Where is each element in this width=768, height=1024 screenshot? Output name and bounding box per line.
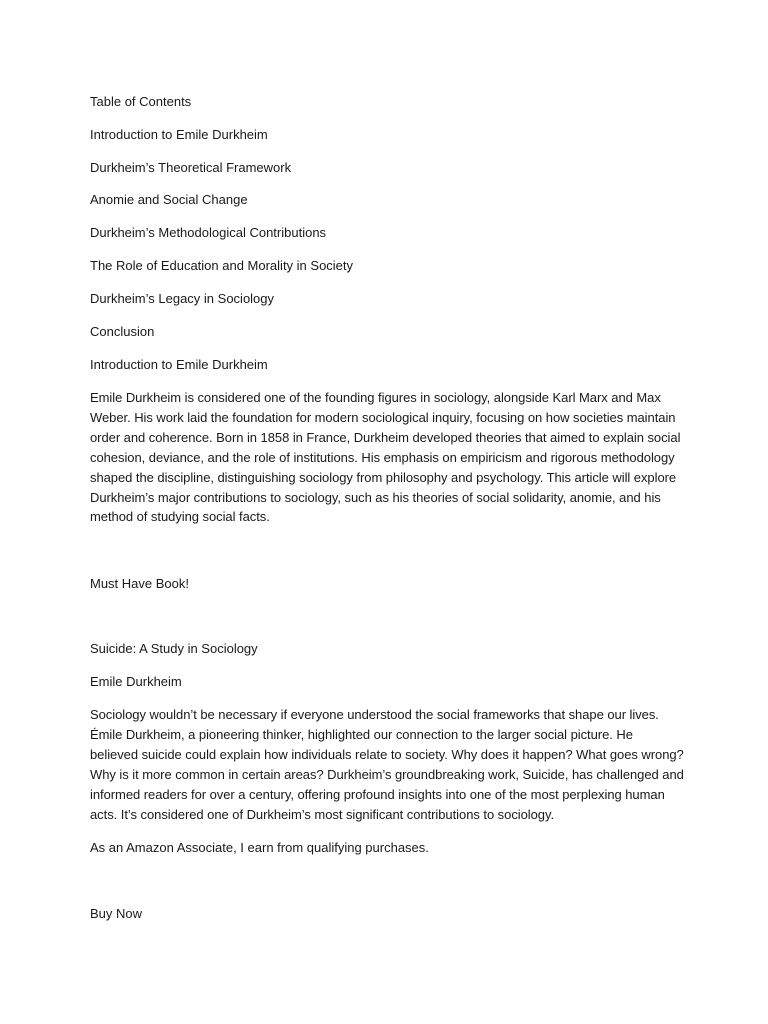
- intro-paragraph: [90, 388, 690, 527]
- section-heading-introduction: Introduction to Emile Durkheim: [90, 357, 268, 372]
- description-line: believed suicide could explain how individuals relate to society. Why does it happen? What goes wrong?: [90, 746, 684, 762]
- buy-now-link[interactable]: Buy Now: [90, 906, 143, 921]
- affiliate-disclosure: As an Amazon Associate, I earn from qualifying purchases.: [90, 840, 429, 855]
- toc-item-methodological[interactable]: Durkheim’s Methodological Contributions: [90, 225, 327, 240]
- toc-item-legacy[interactable]: Durkheim’s Legacy in Sociology: [90, 291, 275, 306]
- intro-line: cohesion, deviance, and the role of institutions. His emphasis on empiricism and rigorous methodology: [90, 449, 675, 465]
- toc-item-anomie[interactable]: Anomie and Social Change: [90, 192, 248, 207]
- intro-line: Weber. His work laid the foundation for modern sociological inquiry, focusing on how societies maintain: [90, 409, 676, 425]
- description-line: informed readers for over a century, offering profound insights into one of the most perplexing human: [90, 786, 665, 802]
- book-title: Suicide: A Study in Sociology: [90, 641, 258, 656]
- description-line: Émile Durkheim, a pioneering thinker, highlighted our connection to the larger social picture. He: [90, 726, 633, 742]
- description-line: Why is it more common in certain areas? Durkheim’s groundbreaking work, Suicide, has challenged and: [90, 766, 684, 782]
- toc-item-conclusion[interactable]: Conclusion: [90, 324, 155, 339]
- book-description: [90, 705, 690, 824]
- toc-heading: Table of Contents: [90, 94, 192, 109]
- intro-line: method of studying social facts.: [90, 509, 270, 525]
- intro-line: Emile Durkheim is considered one of the founding figures in sociology, alongside Karl Marx and Max: [90, 390, 661, 405]
- book-author: Emile Durkheim: [90, 674, 182, 689]
- promo-label: Must Have Book!: [90, 576, 189, 591]
- toc-item-education-morality[interactable]: The Role of Education and Morality in Society: [90, 258, 354, 273]
- intro-line: shaped the discipline, distinguishing sociology from philosophy and psychology. This article will explore: [90, 469, 677, 485]
- description-line: acts. It’s considered one of Durkheim’s most significant contributions to sociology.: [90, 806, 555, 822]
- toc-item-theoretical-framework[interactable]: Durkheim’s Theoretical Framework: [90, 160, 292, 175]
- intro-line: order and coherence. Born in 1858 in France, Durkheim developed theories that aimed to explain social: [90, 429, 681, 445]
- intro-line: Durkheim’s major contributions to sociology, such as his theories of social solidarity, anomie, and his: [90, 489, 661, 505]
- description-line: Sociology wouldn’t be necessary if everyone understood the social frameworks that shape our lives.: [90, 707, 659, 722]
- toc-item-introduction[interactable]: Introduction to Emile Durkheim: [90, 127, 268, 142]
